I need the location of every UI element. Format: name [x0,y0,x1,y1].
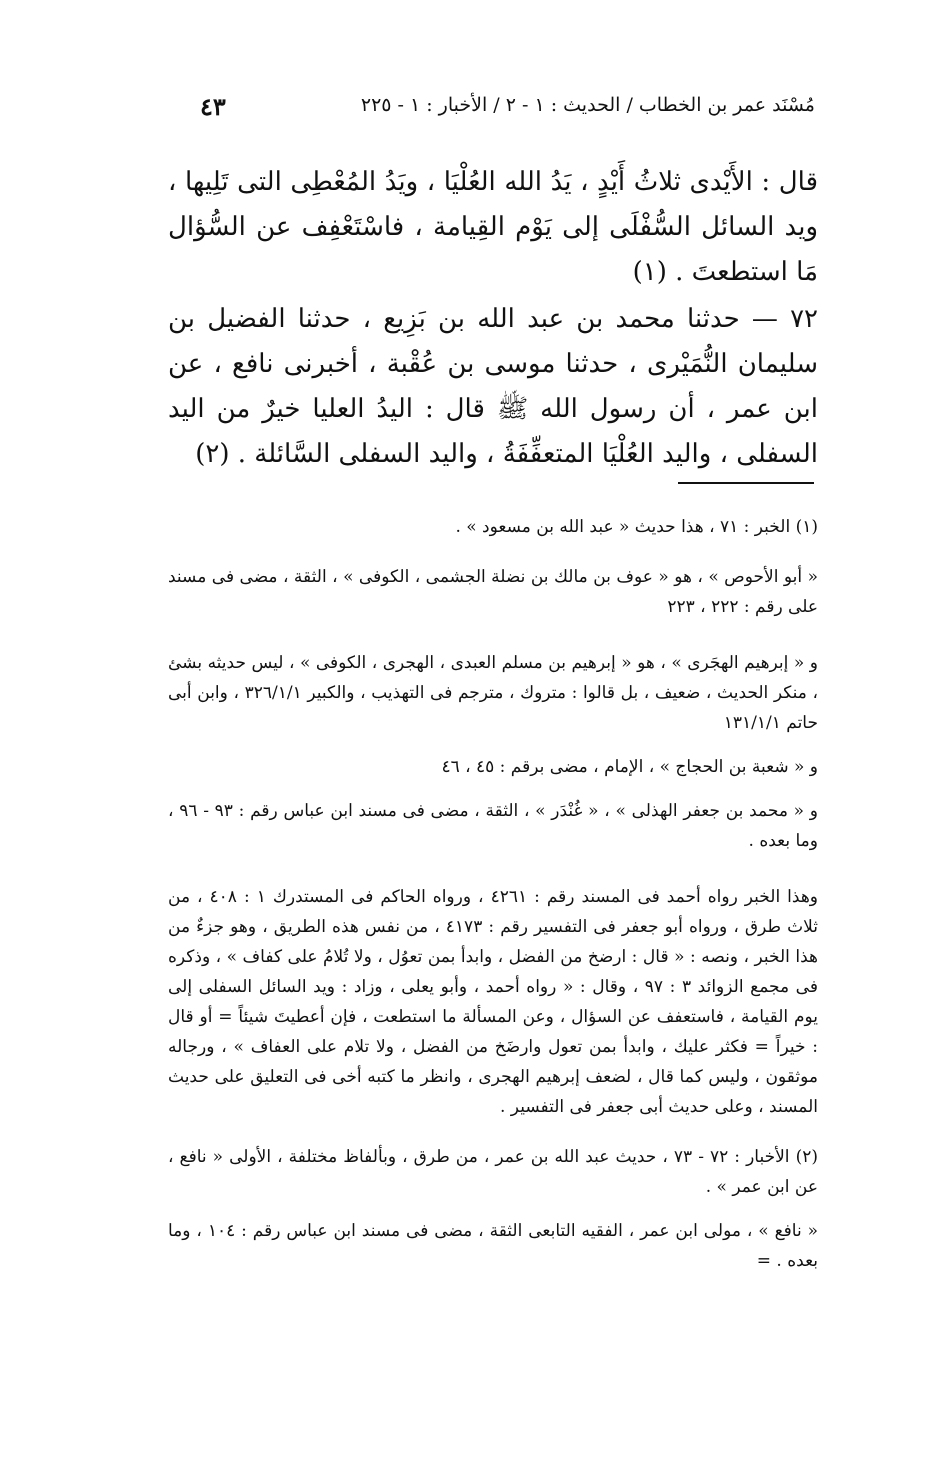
footnote-2-nafi: « نافع » ، مولى ابن عمر ، الفقيه التابعى الثقة ، مضى فى مسند ابن عباس رقم : ١٠٤ ، وما بعده . = [168,1221,819,1271]
page-number: ٤٣ [200,92,226,121]
footnote-1-takhrij: وهذا الخبر رواه أحمد فى المسند رقم : ٤٢٦١ ، ورواه الحاكم فى المستدرك ١ : ٤٠٨ ، من ثلاث طرق ، ورواه أبو جعفر فى التفسير رقم : ٤١٧٣ ، من نفس هذه الطريق ، وهو جزءٌ من هذا الخبر ، ونصه : « قال : ارضخ من الفضل ، وابدأ بمن تعوُل ، ولا تُلامُ على كفاف » ، وذكره فى مجمع الزوائد ٣ : ٩٧ ، وقال : « رواه أحمد ، وأبو يعلى ، وزاد : ويد السائل السفلى إلى يوم القيامة ، فاستعفف عن السؤال ، وعن المسألة ما استطعت ، فإن أعطيتَ شيئاً = أو قال : خيراً = فكثر عليك ، وابدأ بمن تعول وارضَخ من الفضل ، ولا تلام على العفاف » ، ورجاله موثقون ، وليس كما قال ، لضعف إبرهيم الهجرى ، وانظر ما كتبه أخى فى التعليق على حديث المسند ، وعلى حديث أبى جعفر فى التفسير . [168,887,819,1117]
footnote-2-intro: (٢) الأخبار : ٧٢ - ٧٣ ، حديث عبد الله بن عمر ، من طرق ، وبألفاظ مختلفة ، الأولى « نافع ، عن ابن عمر » . [168,1147,818,1197]
main-text [168,160,818,477]
footnote-separator-rule [678,482,814,484]
hadith-71-ending: قال : الأَيْدى ثلاثُ أَيْدٍ ، يَدُ الله العُلْيَا ، ويَدُ المُعْطِى التى تَلِيها ، ويد السائل السُّفْلَى إلى يَوْم القِيامة ، فاسْتَعْفِف عن السُّؤال مَا استطعتَ . (١) [168,167,818,287]
footnotes [168,512,818,1276]
footnote-1-ibrahim-hajari: و « إبرهيم الهجَرى » ، هو « إبرهيم بن مسلم العبدى ، الهجرى ، الكوفى » ، ليس حديثه بشئ ، منكر الحديث ، ضعيف ، بل قالوا : متروك ، مترجم فى التهذيب ، والكبير ٣٢٦/١/١ ، وابن أبى حاتم ١٣١/١/١ [168,653,818,733]
footnote-1-shuba: و « شعبة بن الحجاج » ، الإمام ، مضى برقم : ٤٥ ، ٤٦ [441,757,818,777]
page-header [190,94,815,134]
footnote-1-intro: (١) الخبر : ٧١ ، هذا حديث « عبد الله بن مسعود » . [455,517,818,537]
hadith-72: ٧٢ — حدثنا محمد بن عبد الله بن بَزِيع ، حدثنا الفضيل بن سليمان النُّمَيْرى ، حدثنا موسى بن عُقْبة ، أخبرنى نافع ، عن ابن عمر ، أن رسول الله ﷺ قال : اليدُ العليا خيرٌ من اليد السفلى ، واليد العُلْيَا المتعفِّفَةُ ، واليد السفلى السَّائلة . (٢) [168,304,818,469]
footnote-1-abu-ahwas: « أبو الأحوص » ، هو « عوف بن مالك بن نضلة الجشمى ، الكوفى » ، الثقة ، مضى فى مسند على رقم : ٢٢٢ ، ٢٢٣ [168,567,818,617]
footnote-1-ghundar: و « محمد بن جعفر الهذلى » ، « غُنْدَر » ، الثقة ، مضى فى مسند ابن عباس رقم : ٩٣ - ٩٦ ، وما بعده . [168,801,819,851]
running-title: مُسْنَد عمر بن الخطاب / الحديث : ١ - ٢ / الأخبار : ١ - ٢٢٥ [360,94,815,116]
